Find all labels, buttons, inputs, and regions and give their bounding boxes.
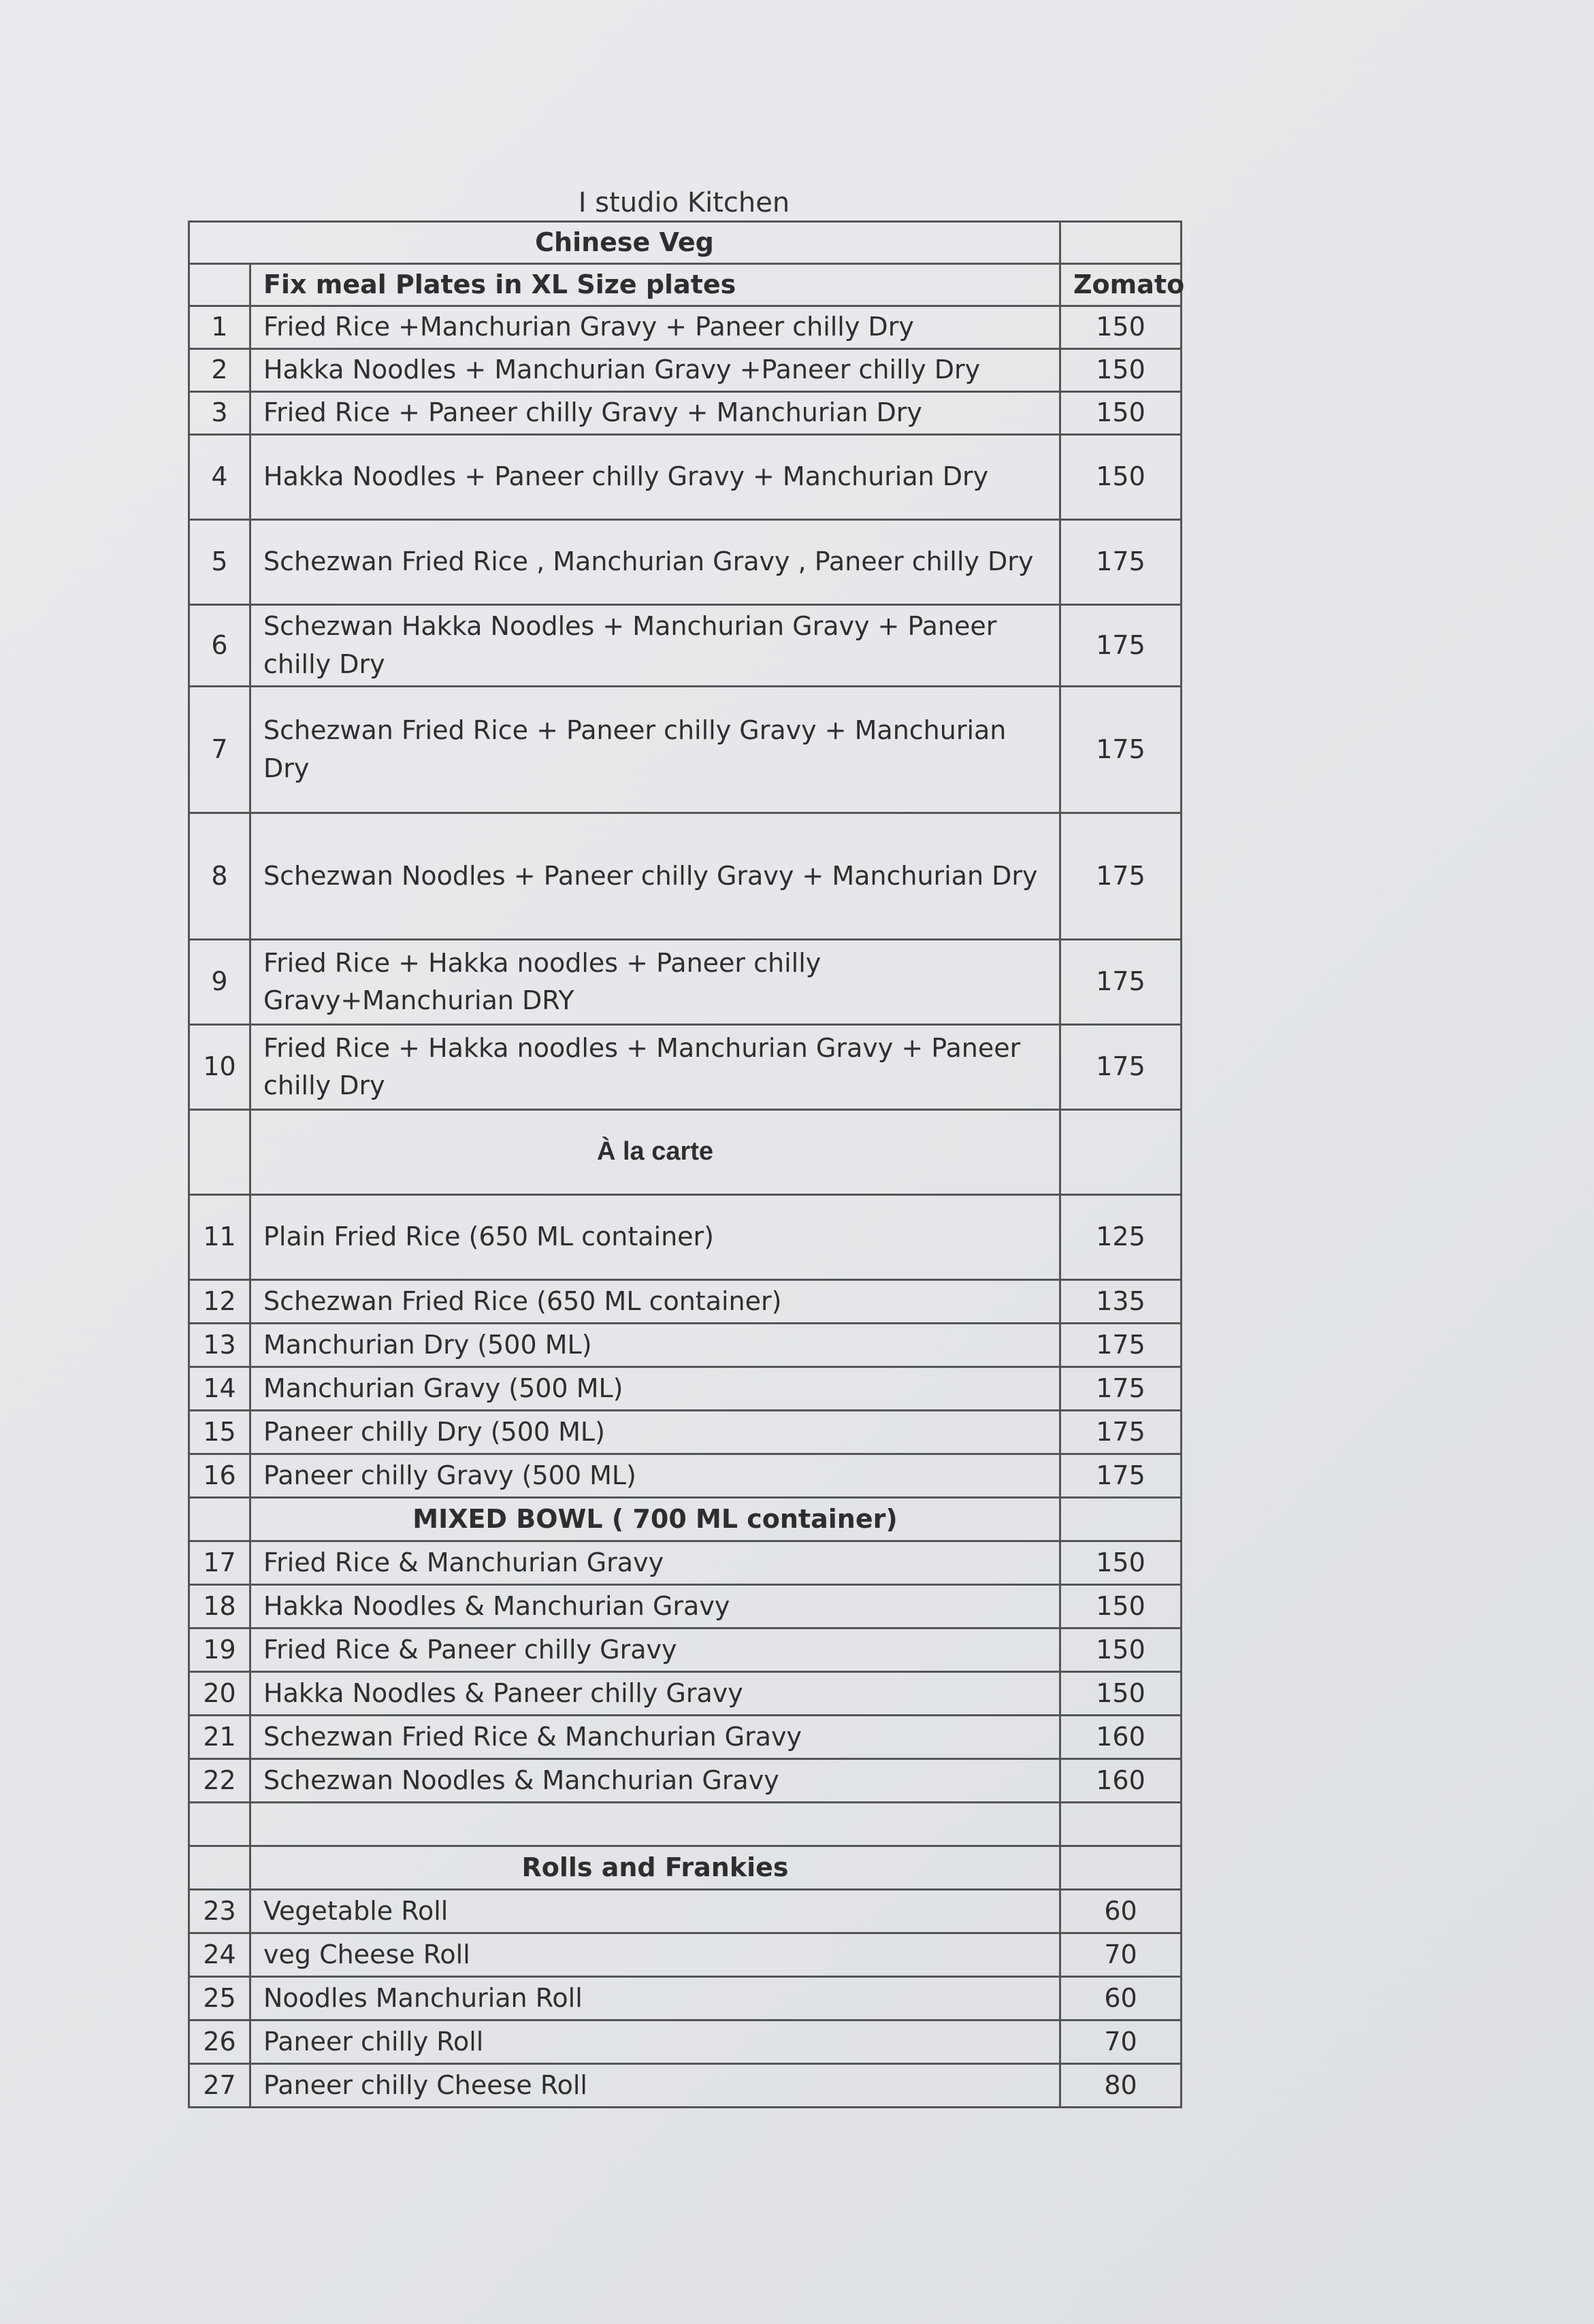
item-price: 150: [1060, 306, 1182, 349]
item-name: Schezwan Fried Rice & Manchurian Gravy: [250, 1716, 1060, 1759]
section-title-a-la-carte-row: [189, 1110, 1182, 1195]
item-number: 20: [189, 1672, 250, 1716]
item-price: 150: [1060, 1629, 1182, 1672]
item-name: Hakka Noodles + Manchurian Gravy +Paneer chilly Dry: [250, 349, 1060, 392]
item-name: Manchurian Gravy (500 ML): [250, 1367, 1060, 1411]
item-price: 60: [1060, 1977, 1182, 2020]
item-number: 9: [189, 940, 250, 1025]
item-number: 19: [189, 1629, 250, 1672]
section-title-mixed-bowl-row: [189, 1498, 1182, 1541]
item-name: Paneer chilly Gravy (500 ML): [250, 1454, 1060, 1498]
empty-cell: [1060, 222, 1182, 264]
item-price: 175: [1060, 1367, 1182, 1411]
item-name: Schezwan Noodles + Paneer chilly Gravy + Manchurian Dry: [250, 813, 1060, 940]
item-name: Fried Rice +Manchurian Gravy + Paneer chilly Dry: [250, 306, 1060, 349]
item-number: 18: [189, 1585, 250, 1629]
subheading-fix-meal: Fix meal Plates in XL Size plates: [250, 264, 1060, 306]
section-title-a-la-carte: À la carte: [250, 1110, 1060, 1195]
item-number: 12: [189, 1280, 250, 1324]
menu-item-row: [189, 1411, 1182, 1454]
item-price: 150: [1060, 1585, 1182, 1629]
item-number: 8: [189, 813, 250, 940]
item-price: 70: [1060, 2020, 1182, 2064]
menu-item-row: [189, 940, 1182, 1025]
item-number: 11: [189, 1195, 250, 1280]
item-price: 175: [1060, 520, 1182, 605]
menu-item-row: [189, 1933, 1182, 1977]
section-title-chinese-veg: Chinese Veg: [189, 222, 1060, 264]
item-name: Plain Fried Rice (650 ML container): [250, 1195, 1060, 1280]
item-name: Paneer chilly Dry (500 ML): [250, 1411, 1060, 1454]
item-price: 175: [1060, 1411, 1182, 1454]
item-number: 25: [189, 1977, 250, 2020]
item-name: Schezwan Fried Rice (650 ML container): [250, 1280, 1060, 1324]
item-name: Schezwan Fried Rice , Manchurian Gravy , Paneer chilly Dry: [250, 520, 1060, 605]
item-price: 175: [1060, 1454, 1182, 1498]
item-number: 5: [189, 520, 250, 605]
item-price: 150: [1060, 1541, 1182, 1585]
item-price: 175: [1060, 1324, 1182, 1367]
item-price: 135: [1060, 1280, 1182, 1324]
item-name: Vegetable Roll: [250, 1890, 1060, 1933]
menu-item-row: [189, 2064, 1182, 2108]
menu-item-row: [189, 1585, 1182, 1629]
item-number: 10: [189, 1025, 250, 1110]
item-number: 26: [189, 2020, 250, 2064]
column-header-row: [189, 264, 1182, 306]
menu-item-row: [189, 392, 1182, 435]
menu-item-row: [189, 1454, 1182, 1498]
item-name: Hakka Noodles & Paneer chilly Gravy: [250, 1672, 1060, 1716]
menu-item-row: [189, 813, 1182, 940]
item-number: 24: [189, 1933, 250, 1977]
item-number: 22: [189, 1759, 250, 1803]
menu-item-row: [189, 1541, 1182, 1585]
item-number: 13: [189, 1324, 250, 1367]
menu-item-row: [189, 1025, 1182, 1110]
menu-item-row: [189, 687, 1182, 813]
item-number: 27: [189, 2064, 250, 2108]
item-number: 15: [189, 1411, 250, 1454]
empty-cell: [250, 1803, 1060, 1846]
item-number: 3: [189, 392, 250, 435]
item-price: 150: [1060, 1672, 1182, 1716]
price-column-header: Zomato: [1060, 264, 1182, 306]
item-price: 150: [1060, 349, 1182, 392]
item-price: 80: [1060, 2064, 1182, 2108]
menu-item-row: [189, 306, 1182, 349]
item-price: 175: [1060, 1025, 1182, 1110]
menu-item-row: [189, 1716, 1182, 1759]
menu-item-row: [189, 435, 1182, 520]
empty-cell: [1060, 1803, 1182, 1846]
menu-item-row: [189, 2020, 1182, 2064]
item-price: 175: [1060, 687, 1182, 813]
empty-cell: [189, 1846, 250, 1890]
item-name: Schezwan Hakka Noodles + Manchurian Gravy + Paneer chilly Dry: [250, 605, 1060, 687]
item-name: Fried Rice + Hakka noodles + Paneer chilly Gravy+Manchurian DRY: [250, 940, 1060, 1025]
item-price: 160: [1060, 1759, 1182, 1803]
document-title: I studio Kitchen: [578, 187, 790, 218]
item-name: Paneer chilly Roll: [250, 2020, 1060, 2064]
item-price: 160: [1060, 1716, 1182, 1759]
section-title-rolls: Rolls and Frankies: [250, 1846, 1060, 1890]
item-number: 16: [189, 1454, 250, 1498]
menu-item-row: [189, 1280, 1182, 1324]
menu-item-row: [189, 1195, 1182, 1280]
item-price: 175: [1060, 940, 1182, 1025]
empty-cell: [189, 1110, 250, 1195]
item-price: 175: [1060, 605, 1182, 687]
menu-item-row: [189, 1629, 1182, 1672]
item-name: Fried Rice & Manchurian Gravy: [250, 1541, 1060, 1585]
item-name: veg Cheese Roll: [250, 1933, 1060, 1977]
item-name: Fried Rice + Paneer chilly Gravy + Manchurian Dry: [250, 392, 1060, 435]
item-name: Fried Rice & Paneer chilly Gravy: [250, 1629, 1060, 1672]
blank-row: [189, 1803, 1182, 1846]
section-header-row: [189, 222, 1182, 264]
item-price: 175: [1060, 813, 1182, 940]
empty-cell: [1060, 1110, 1182, 1195]
item-price: 150: [1060, 392, 1182, 435]
section-title-rolls-row: [189, 1846, 1182, 1890]
menu-item-row: [189, 349, 1182, 392]
menu-item-row: [189, 1890, 1182, 1933]
menu-item-row: [189, 1759, 1182, 1803]
item-price: 60: [1060, 1890, 1182, 1933]
item-name: Hakka Noodles + Paneer chilly Gravy + Manchurian Dry: [250, 435, 1060, 520]
empty-cell: [189, 1498, 250, 1541]
item-name: Manchurian Dry (500 ML): [250, 1324, 1060, 1367]
menu-item-row: [189, 1672, 1182, 1716]
item-price: 150: [1060, 435, 1182, 520]
menu-item-row: [189, 1367, 1182, 1411]
item-name: Schezwan Fried Rice + Paneer chilly Gravy + Manchurian Dry: [250, 687, 1060, 813]
item-number: 2: [189, 349, 250, 392]
item-name: Paneer chilly Cheese Roll: [250, 2064, 1060, 2108]
item-number: 23: [189, 1890, 250, 1933]
item-number: 4: [189, 435, 250, 520]
empty-cell: [1060, 1846, 1182, 1890]
menu-item-row: [189, 520, 1182, 605]
empty-cell: [189, 264, 250, 306]
item-number: 7: [189, 687, 250, 813]
empty-cell: [189, 1803, 250, 1846]
item-name: Schezwan Noodles & Manchurian Gravy: [250, 1759, 1060, 1803]
item-number: 14: [189, 1367, 250, 1411]
item-price: 70: [1060, 1933, 1182, 1977]
item-price: 125: [1060, 1195, 1182, 1280]
section-title-mixed-bowl: MIXED BOWL ( 700 ML container): [250, 1498, 1060, 1541]
menu-item-row: [189, 1977, 1182, 2020]
menu-table: [188, 220, 1185, 2108]
item-number: 1: [189, 306, 250, 349]
item-number: 17: [189, 1541, 250, 1585]
menu-item-row: [189, 605, 1182, 687]
item-name: Fried Rice + Hakka noodles + Manchurian Gravy + Paneer chilly Dry: [250, 1025, 1060, 1110]
empty-cell: [1060, 1498, 1182, 1541]
item-number: 6: [189, 605, 250, 687]
item-number: 21: [189, 1716, 250, 1759]
item-name: Noodles Manchurian Roll: [250, 1977, 1060, 2020]
menu-item-row: [189, 1324, 1182, 1367]
item-name: Hakka Noodles & Manchurian Gravy: [250, 1585, 1060, 1629]
